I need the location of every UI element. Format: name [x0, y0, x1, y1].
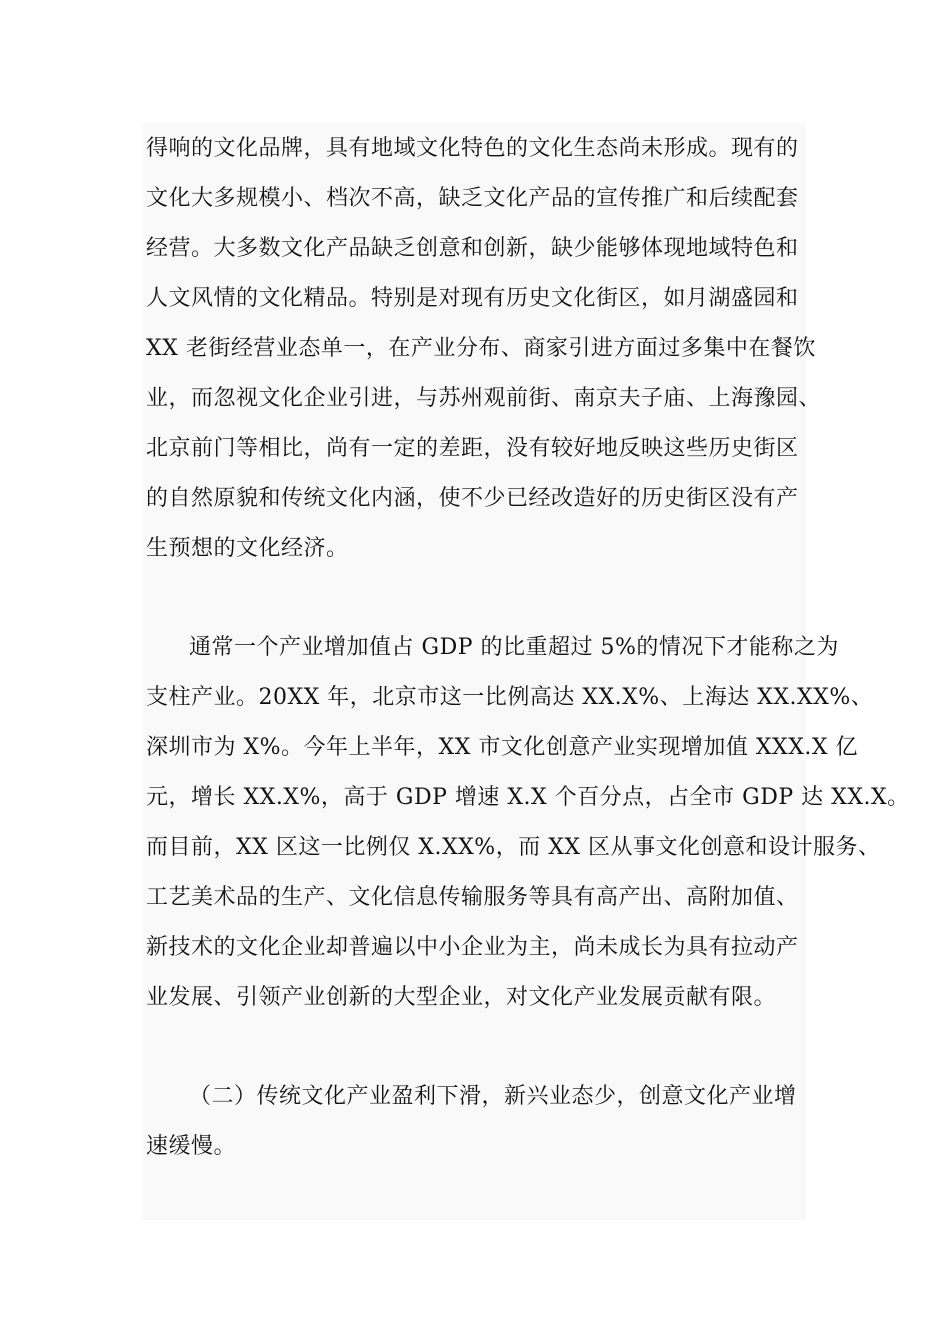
paragraph-2-line-7: 新技术的文化企业却普遍以中小企业为主，尚未成长为具有拉动产 [146, 935, 799, 960]
paragraph-2-line-2: 支柱产业。20XX 年，北京市这一比例高达 XX.X%、上海达 XX.XX%、 [146, 685, 874, 710]
paragraph-2-line-3: 深圳市为 X%。今年上半年，XX 市文化创意产业实现增加值 XXX.X 亿 [146, 735, 859, 760]
paragraph-2-line-6: 工艺美术品的生产、文化信息传输服务等具有高产出、高附加值、 [146, 885, 799, 910]
section-heading-line-1: （二）传统文化产业盈利下滑，新兴业态少，创意文化产业增 [189, 1084, 797, 1109]
paragraph-1-line-5: XX 老街经营业态单一，在产业分布、商家引进方面过多集中在餐饮 [146, 336, 816, 361]
section-heading-line-2: 速缓慢。 [146, 1134, 237, 1159]
paragraph-1-line-6: 业，而忽视文化企业引进，与苏州观前街、南京夫子庙、上海豫园、 [146, 386, 822, 411]
paragraph-1-line-4: 人文风情的文化精品。特别是对现有历史文化街区，如月湖盛园和 [146, 286, 799, 311]
paragraph-1-line-8: 的自然原貌和传统文化内涵，使不少已经改造好的历史街区没有产 [146, 486, 799, 511]
paragraph-1-line-1: 得响的文化品牌，具有地域文化特色的文化生态尚未形成。现有的 [146, 136, 799, 161]
paragraph-2-line-4: 元，增长 XX.X%，高于 GDP 增速 X.X 个百分点，占全市 GDP 达 XX.X。 [146, 785, 910, 810]
paragraph-2-line-8: 业发展、引领产业创新的大型企业，对文化产业发展贡献有限。 [146, 985, 777, 1010]
paragraph-1-line-2: 文化大多规模小、档次不高，缺乏文化产品的宣传推广和后续配套 [146, 186, 799, 211]
paragraph-2-line-5: 而目前，XX 区这一比例仅 X.XX%，而 XX 区从事文化创意和设计服务、 [146, 835, 881, 860]
paragraph-1-line-9: 生预想的文化经济。 [146, 536, 349, 561]
paragraph-1-line-3: 经营。大多数文化产品缺乏创意和创新，缺少能够体现地域特色和 [146, 236, 799, 261]
paragraph-2-line-1: 通常一个产业增加值占 GDP 的比重超过 5%的情况下才能称之为 [189, 635, 839, 660]
paragraph-1-line-7: 北京前门等相比，尚有一定的差距，没有较好地反映这些历史街区 [146, 436, 799, 461]
